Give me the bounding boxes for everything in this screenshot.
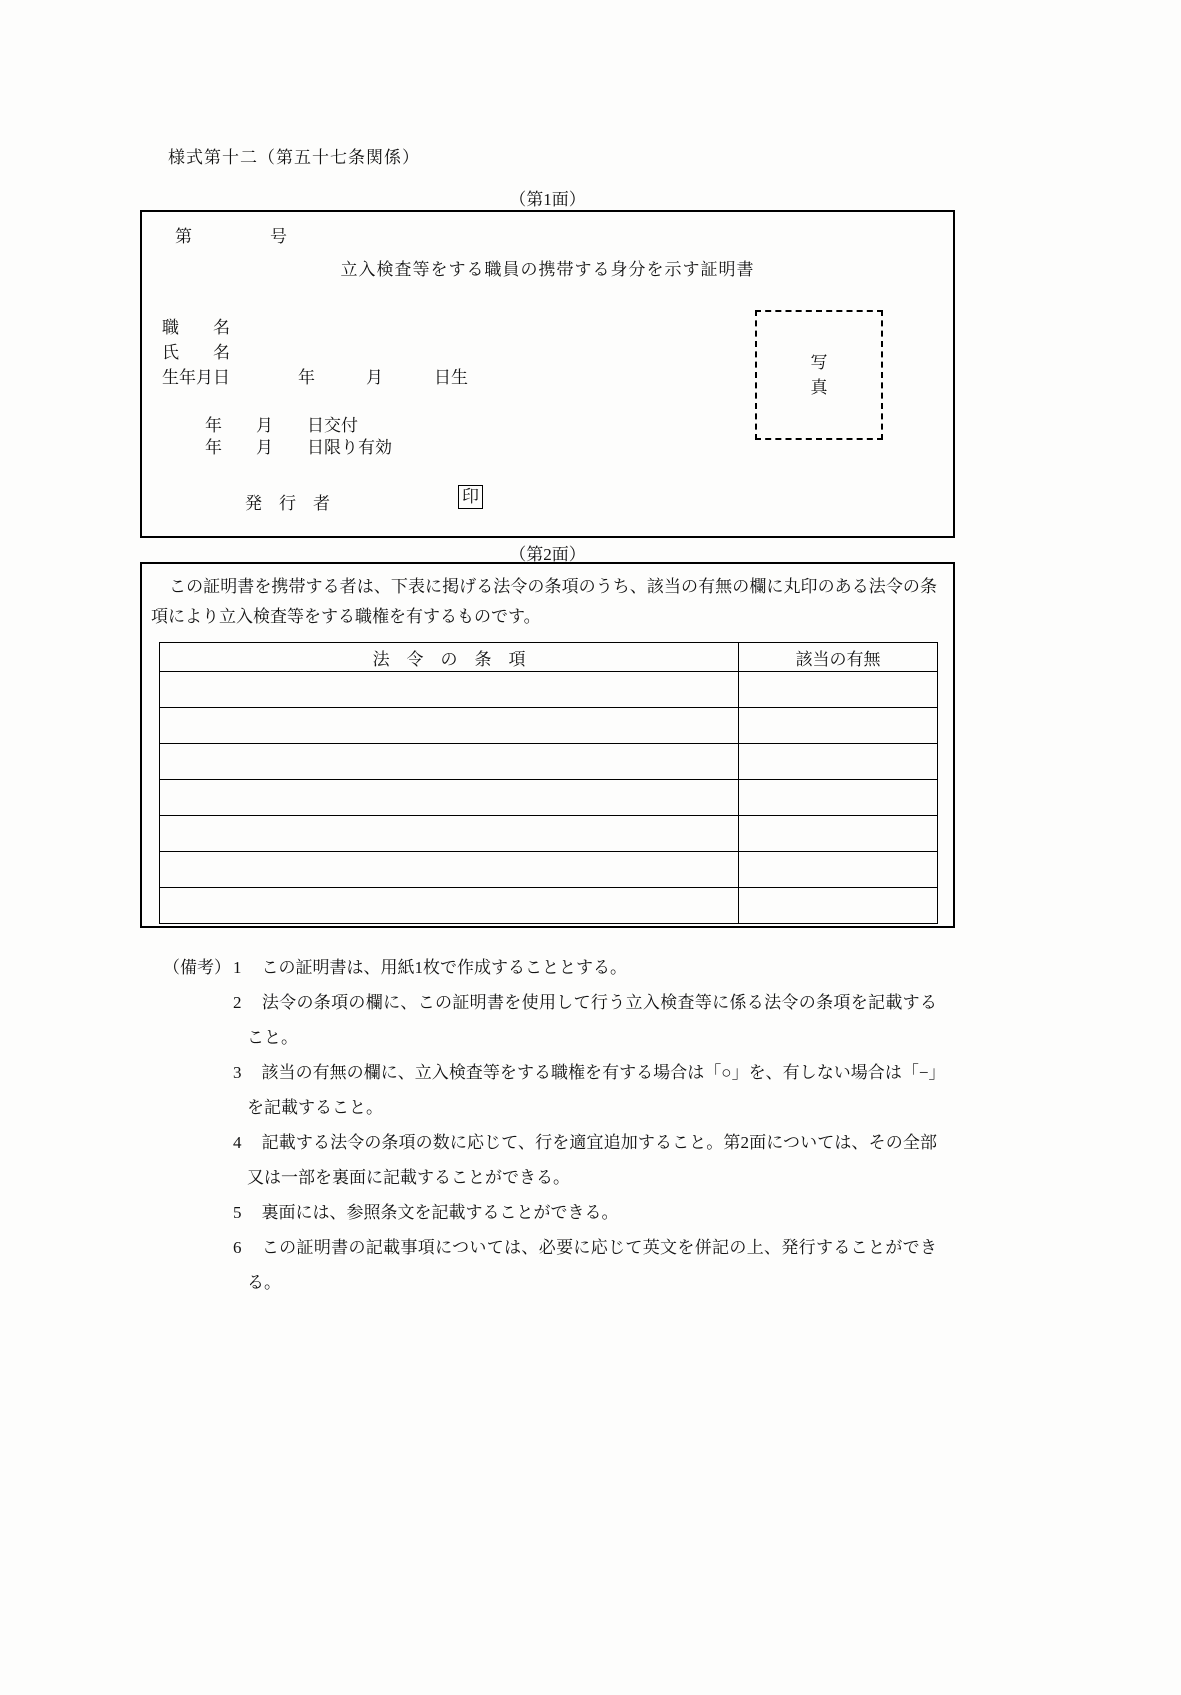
remark-item	[140, 1125, 937, 1195]
remark-text: 裏面には、参照条文を記載することができる。	[261, 1203, 619, 1222]
applicability-cell	[739, 816, 938, 852]
remark-number: 2	[233, 993, 242, 1012]
valid-until-field: 年 月 日限り有効	[205, 438, 392, 457]
face1-label: （第1面）	[509, 190, 586, 209]
issue-date-field: 年 月 日交付	[205, 416, 358, 435]
law-clause-cell	[160, 852, 739, 888]
applicability-header: 該当の有無	[739, 643, 938, 672]
law-table-row	[160, 744, 938, 780]
remark-text: 法令の条項の欄に、この証明書を使用して行う立入検査等に係る法令の条項を記載すること。	[247, 993, 937, 1047]
remark-text: 該当の有無の欄に、立入検査等をする職権を有する場合は「○」を、有しない場合は「−」を記載すること。	[247, 1063, 937, 1117]
law-table-row	[160, 888, 938, 924]
law-clause-cell	[160, 744, 739, 780]
certificate-title: 立入検査等をする職員の携帯する身分を示す証明書	[340, 260, 755, 279]
remarks-section	[140, 950, 937, 1300]
law-clause-cell	[160, 816, 739, 852]
law-provisions-table	[159, 642, 938, 924]
applicability-cell	[739, 852, 938, 888]
applicability-cell	[739, 780, 938, 816]
photo-placeholder-box	[755, 310, 883, 440]
applicability-cell	[739, 708, 938, 744]
remark-text: この証明書は、用紙1枚で作成することとする。	[261, 958, 627, 977]
face2-authority-box	[140, 562, 955, 928]
remarks-label: （備考）	[163, 958, 231, 977]
remark-item	[140, 1055, 937, 1125]
remark-item	[140, 950, 937, 985]
law-table-row	[160, 672, 938, 708]
law-table-header-row	[160, 643, 938, 672]
remark-number: 5	[233, 1203, 242, 1222]
remark-item	[140, 985, 937, 1055]
law-clause-cell	[160, 672, 739, 708]
applicability-cell	[739, 888, 938, 924]
remark-number: 3	[233, 1063, 242, 1082]
applicability-cell	[739, 672, 938, 708]
law-table-row	[160, 780, 938, 816]
law-clause-cell	[160, 708, 739, 744]
law-table-header	[160, 643, 938, 672]
law-table-row	[160, 816, 938, 852]
remark-item	[140, 1195, 937, 1230]
photo-label-char2: 真	[810, 378, 828, 397]
seal-mark: 印	[458, 485, 483, 509]
position-field: 職 名	[162, 318, 230, 337]
remark-item	[140, 1230, 937, 1300]
remark-number: 6	[233, 1238, 242, 1257]
name-field: 氏 名	[162, 343, 230, 362]
law-clause-header: 法 令 の 条 項	[160, 643, 739, 672]
remark-number: 4	[233, 1133, 242, 1152]
applicability-cell	[739, 744, 938, 780]
face2-label: （第2面）	[509, 545, 586, 564]
authority-description: この証明書を携帯する者は、下表に掲げる法令の条項のうち、該当の有無の欄に丸印のある法令の条項により立入検査等をする職権を有するものです。	[151, 577, 937, 626]
remark-number: 1	[233, 958, 242, 977]
law-table-body	[160, 672, 938, 924]
remark-text: 記載する法令の条項の数に応じて、行を適宜追加すること。第2面については、その全部又は一部を裏面に記載することができる。	[247, 1133, 937, 1187]
remark-text: この証明書の記載事項については、必要に応じて英文を併記の上、発行することができる。	[247, 1238, 937, 1292]
document-number-field: 第 号	[175, 227, 289, 246]
law-table-row	[160, 708, 938, 744]
birthdate-field: 生年月日 年 月 日生	[162, 368, 468, 387]
law-clause-cell	[160, 780, 739, 816]
face1-certificate-box	[140, 210, 955, 538]
law-clause-cell	[160, 888, 739, 924]
form-number-label: 様式第十二（第五十七条関係）	[168, 148, 420, 167]
issuer-field: 発 行 者	[245, 494, 330, 513]
photo-label-char1: 写	[810, 353, 828, 372]
law-table-row	[160, 852, 938, 888]
